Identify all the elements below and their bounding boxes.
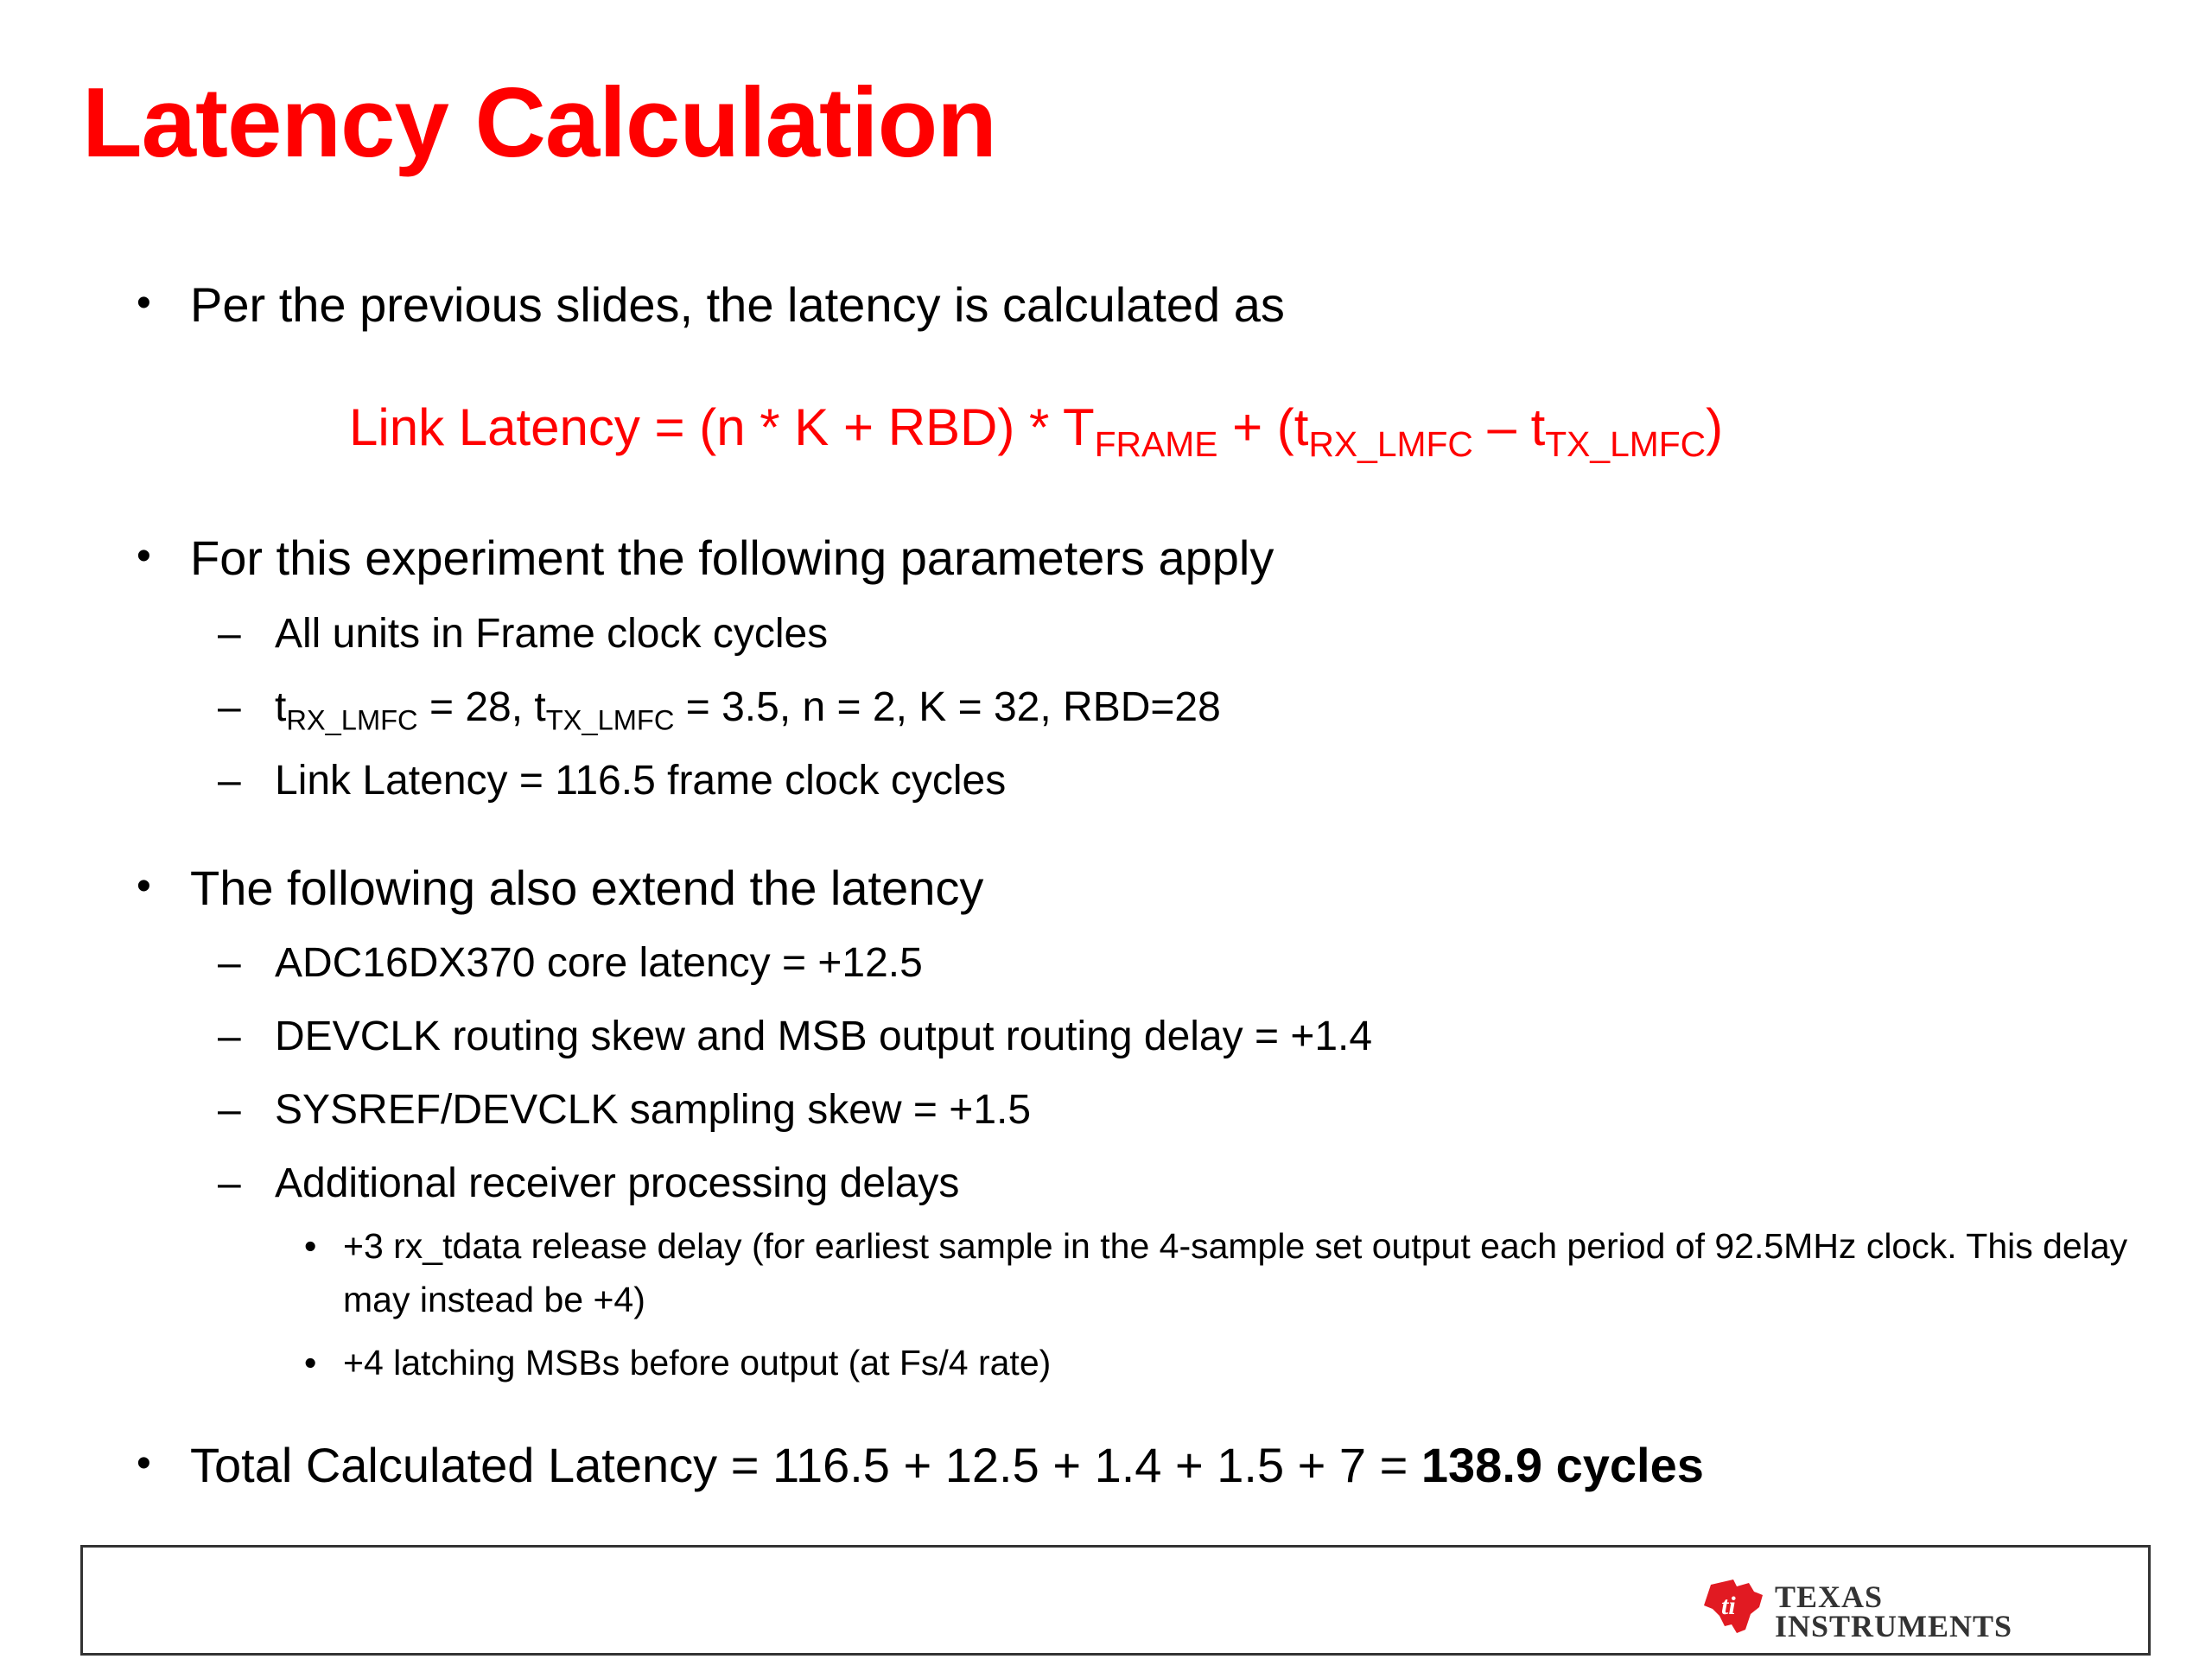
total-value: 138.9 cycles — [1421, 1438, 1704, 1492]
sub-sub-item-text: +3 rx_tdata release delay (for earliest sample in the 4-sample set output each period of 92.5MHz clock. This delay may instead be +4) — [343, 1226, 2128, 1319]
ti-logo — [1699, 1576, 2013, 1643]
equation-rx-subscript: RX_LMFC — [1308, 424, 1473, 465]
ti-logo-icon — [1699, 1576, 1768, 1637]
latency-equation — [349, 398, 1724, 465]
svg-text:ti: ti — [1721, 1592, 1736, 1620]
sub-item-devclk-skew — [218, 1014, 1373, 1059]
dash-marker: – — [218, 758, 241, 804]
slide-title: Latency Calculation — [82, 68, 996, 178]
sub-item-text: ADC16DX370 core latency = +12.5 — [275, 940, 923, 986]
sub-item-text: Link Latency = 116.5 frame clock cycles — [275, 758, 1007, 804]
bullet-marker: • — [304, 1343, 317, 1382]
param-rx-value: = 28, t — [417, 684, 546, 730]
sub-item-text: DEVCLK routing skew and MSB output routing delay = +1.4 — [275, 1014, 1373, 1059]
bullet-item-total — [137, 1438, 1704, 1492]
equation-close: ) — [1706, 398, 1724, 456]
logo-line-texas: TEXAS — [1775, 1580, 1884, 1614]
sub-sub-item-latching-msbs — [304, 1337, 2175, 1390]
param-t-prefix: t — [275, 684, 287, 730]
equation-frame-subscript: FRAME — [1094, 424, 1218, 465]
bullet-marker: • — [304, 1226, 317, 1266]
dash-marker: – — [218, 611, 241, 657]
equation-mid: + (t — [1217, 398, 1309, 456]
sub-item-core-latency — [218, 940, 923, 986]
param-rx-subscript: RX_LMFC — [286, 703, 418, 736]
equation-lhs: Link Latency = (n * K + RBD) * T — [349, 398, 1095, 456]
sub-item-link-latency — [218, 758, 1007, 804]
ti-logo-wordmark — [1775, 1581, 2012, 1642]
sub-item-sysref-skew — [218, 1087, 1032, 1133]
sub-item-text: All units in Frame clock cycles — [275, 611, 829, 657]
sub-item-units — [218, 611, 829, 657]
bullet-marker: • — [137, 1440, 151, 1486]
dash-marker: – — [218, 1087, 241, 1133]
bullet-item-parameters — [137, 531, 1274, 585]
slide-footer — [80, 1545, 2151, 1656]
bullet-text: Per the previous slides, the latency is calculated as — [190, 277, 1285, 332]
dash-marker: – — [218, 1014, 241, 1059]
total-text: Total Calculated Latency = 116.5 + 12.5 + 1.4 + 1.5 + 7 = — [190, 1438, 1421, 1492]
logo-line-instruments: INSTRUMENTS — [1775, 1609, 2013, 1643]
param-tx-subscript: TX_LMFC — [545, 703, 675, 736]
bullet-marker: • — [137, 280, 151, 326]
sub-sub-item-text: +4 latching MSBs before output (at Fs/4 rate) — [343, 1343, 1052, 1382]
bullet-item-intro — [137, 277, 1285, 332]
sub-item-text: SYSREF/DEVCLK sampling skew = +1.5 — [275, 1087, 1032, 1133]
dash-marker: – — [218, 1160, 241, 1206]
sub-item-text: Additional receiver processing delays — [275, 1160, 960, 1206]
bullet-item-extend — [137, 861, 984, 915]
bullet-text: For this experiment the following parameters apply — [190, 531, 1274, 585]
sub-item-additional-delays — [218, 1160, 960, 1206]
equation-minus: – t — [1472, 398, 1546, 456]
param-rest: = 3.5, n = 2, K = 32, RBD=28 — [674, 684, 1221, 730]
dash-marker: – — [218, 684, 241, 730]
equation-tx-subscript: TX_LMFC — [1545, 424, 1707, 465]
dash-marker: – — [218, 940, 241, 986]
sub-sub-item-rx-tdata — [304, 1220, 2175, 1326]
bullet-text: The following also extend the latency — [190, 861, 984, 915]
sub-item-param-values — [218, 684, 1221, 736]
bullet-marker: • — [137, 863, 151, 909]
bullet-marker: • — [137, 533, 151, 579]
